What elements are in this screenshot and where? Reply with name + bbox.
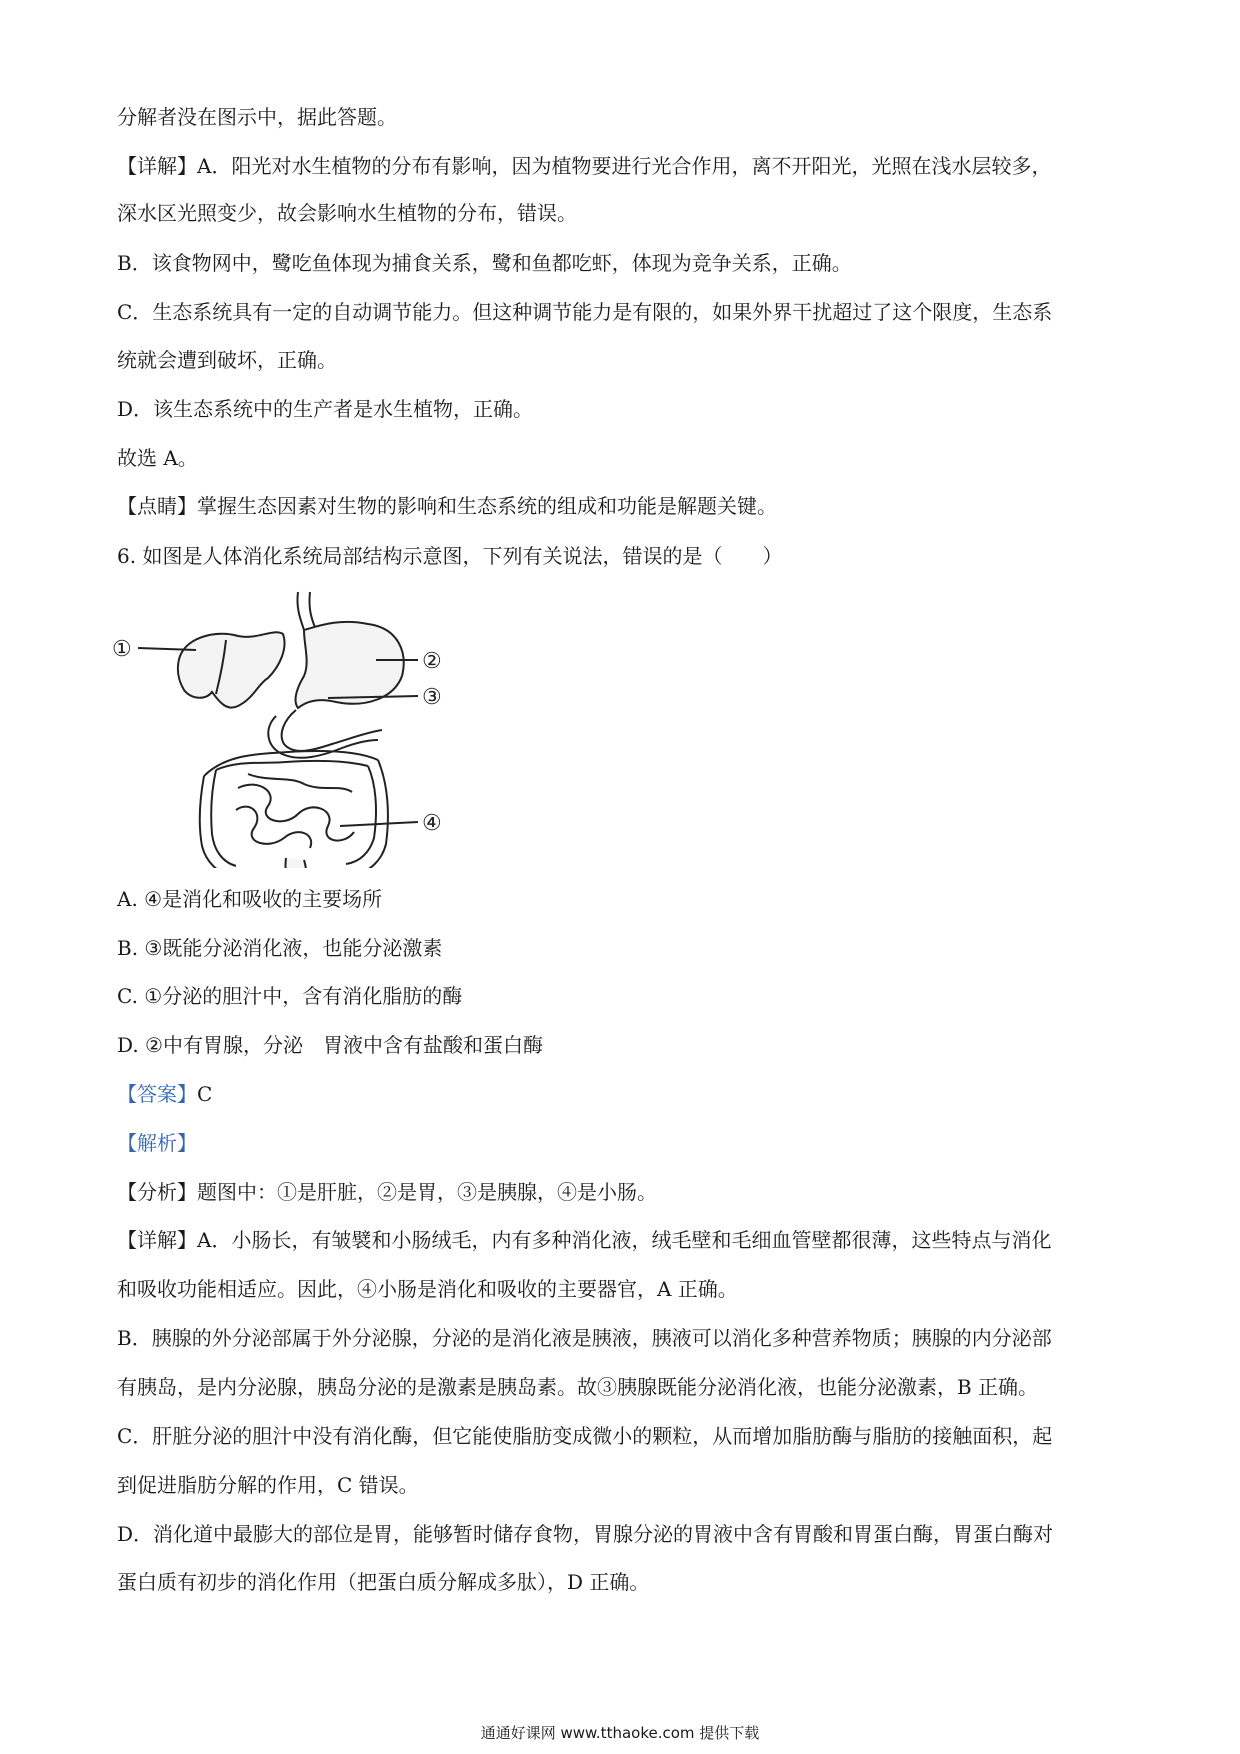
text-line: 和吸收功能相适应。因此，④小肠是消化和吸收的主要器官，A 正确。 xyxy=(117,1277,738,1301)
diagram-label-3: ③ xyxy=(422,685,442,710)
option-c: C. ①分泌的胆汁中，含有消化脂肪的酶 xyxy=(117,984,463,1008)
text-line: 统就会遭到破坏，正确。 xyxy=(117,348,337,372)
text-line: 蛋白质有初步的消化作用（把蛋白质分解成多肽），D 正确。 xyxy=(117,1570,650,1594)
text-line: B．胰腺的外分泌部属于外分泌腺，分泌的是消化液是胰液，胰液可以消化多种营养物质；胰腺的内分泌部 xyxy=(117,1326,1052,1350)
option-a: A. ④是消化和吸收的主要场所 xyxy=(117,887,383,911)
text-line: C．肝脏分泌的胆汁中没有消化酶，但它能使脂肪变成微小的颗粒，从而增加脂肪酶与脂肪的接触面积，起 xyxy=(117,1424,1053,1448)
option-d: D. ②中有胃腺，分泌 胃液中含有盐酸和蛋白酶 xyxy=(117,1033,543,1057)
text-line: 深水区光照变少，故会影响水生植物的分布，错误。 xyxy=(117,201,577,225)
text-line: 到促进脂肪分解的作用，C 错误。 xyxy=(117,1473,419,1497)
footer-source: 通通好课网 www.tthaoke.com 提供下载 xyxy=(480,1724,760,1742)
diagram-label-1: ① xyxy=(112,637,132,662)
question-stem: 6. 如图是人体消化系统局部结构示意图，下列有关说法，错误的是（ ） xyxy=(117,544,783,568)
text-line: 【分析】题图中：①是肝脏，②是胃，③是胰腺，④是小肠。 xyxy=(117,1180,657,1204)
text-line: D．该生态系统中的生产者是水生植物，正确。 xyxy=(117,397,534,421)
answer-tag: 【答案】 xyxy=(117,1082,197,1106)
text-line: B．该食物网中，鹭吃鱼体现为捕食关系，鹭和鱼都吃虾，体现为竞争关系，正确。 xyxy=(117,251,852,275)
option-b: B. ③既能分泌消化液，也能分泌激素 xyxy=(117,936,443,960)
text-line: 分解者没在图示中，据此答题。 xyxy=(117,105,397,129)
answer-value: C xyxy=(197,1082,213,1106)
diagram-label-4: ④ xyxy=(422,811,442,836)
text-line: 【详解】A．阳光对水生植物的分布有影响，因为植物要进行光合作用，离不开阳光，光照在浅水层较多， xyxy=(117,154,1052,178)
digestive-system-diagram xyxy=(108,588,458,868)
analysis-tag: 【解析】 xyxy=(117,1131,197,1155)
text-line: 故选 A。 xyxy=(117,446,198,470)
diagram-label-2: ② xyxy=(422,649,442,674)
text-line: 【详解】A．小肠长，有皱襞和小肠绒毛，内有多种消化液，绒毛壁和毛细血管壁都很薄，这些特点与消化 xyxy=(117,1228,1052,1252)
text-line: 【点睛】掌握生态因素对生物的影响和生态系统的组成和功能是解题关键。 xyxy=(117,494,777,518)
text-line: C．生态系统具有一定的自动调节能力。但这种调节能力是有限的，如果外界干扰超过了这个限度，生态系 xyxy=(117,300,1053,324)
text-line: 有胰岛，是内分泌腺，胰岛分泌的是激素是胰岛素。故③胰腺既能分泌消化液，也能分泌激素，B 正确。 xyxy=(117,1375,1039,1399)
answer-line xyxy=(117,1079,212,1109)
text-line: D．消化道中最膨大的部位是胃，能够暂时储存食物，胃腺分泌的胃液中含有胃酸和胃蛋白酶，胃蛋白酶对 xyxy=(117,1522,1054,1546)
